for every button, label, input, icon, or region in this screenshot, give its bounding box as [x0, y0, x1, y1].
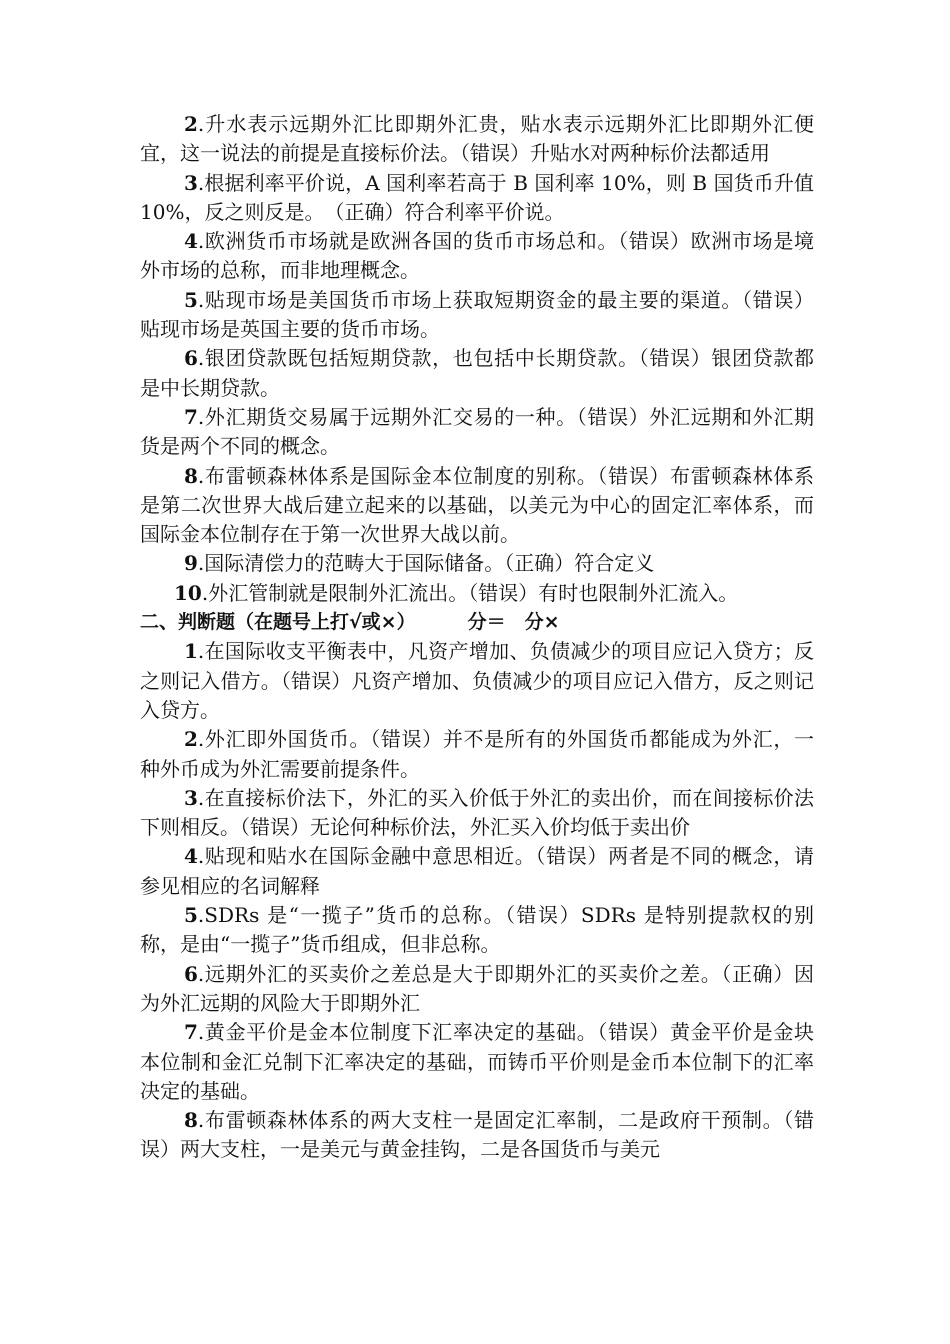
question-text: .银团贷款既包括短期贷款，也包括中长期贷款。（错误）银团贷款都是中长期贷款。 — [140, 346, 814, 400]
question-text: .布雷顿森林体系是国际金本位制度的别称。（错误）布雷顿森林体系是第二次世界大战后建立起来的以基础，以美元为中心的固定汇率体系，而国际金本位制存在于第一次世界大战以前。 — [140, 463, 814, 547]
question-text: .远期外汇的买卖价之差总是大于即期外汇的买卖价之差。（正确）因为外汇远期的风险大于即期外汇 — [140, 961, 814, 1015]
question-item — [140, 227, 814, 286]
document-page — [140, 110, 814, 1165]
question-number: 2 — [184, 727, 198, 752]
question-item — [140, 462, 814, 550]
question-item — [140, 344, 814, 403]
section-1-list — [140, 110, 814, 608]
question-number: 9 — [184, 551, 198, 576]
question-number: 3 — [184, 170, 198, 195]
question-item — [140, 725, 814, 784]
question-item — [140, 403, 814, 462]
question-number: 2 — [184, 112, 198, 136]
question-item — [140, 1106, 814, 1165]
question-item — [140, 110, 814, 169]
question-text: .国际清偿力的范畴大于国际储备。（正确）符合定义 — [197, 551, 655, 576]
question-text: .在国际收支平衡表中，凡资产增加、负债减少的项目应记入贷方；反之则记入借方。（错误）凡资产增加、负债减少的项目应记入借方，反之则记入贷方。 — [140, 639, 814, 722]
question-item — [140, 784, 814, 843]
question-number: 7 — [184, 1020, 198, 1045]
question-number: 6 — [184, 346, 198, 371]
question-number: 1 — [184, 639, 198, 664]
question-number: 5 — [184, 903, 198, 928]
section-2-list — [140, 637, 814, 1164]
question-item — [140, 1018, 814, 1106]
question-item — [140, 579, 814, 608]
section-heading-text: 二、判断题（在题号上打√或×） — [140, 611, 416, 634]
question-number: 8 — [184, 463, 198, 488]
section-score-text: 分＝ 分× — [467, 611, 560, 634]
question-text: .根据利率平价说，A 国利率若高于 B 国利率 10%，则 B 国货币升值 10%，反之则反是。 （正确）符合利率平价说。 — [140, 170, 814, 224]
question-item — [140, 549, 814, 578]
question-text: .外汇管制就是限制外汇流出。（错误）有时也限制外汇流入。 — [201, 580, 739, 605]
question-number: 4 — [184, 844, 198, 869]
question-text: .布雷顿森林体系的两大支柱一是固定汇率制，二是政府干预制。（错误）两大支柱，一是美元与黄金挂钩，二是各国货币与美元 — [140, 1108, 814, 1162]
question-item — [140, 842, 814, 901]
question-number: 3 — [184, 785, 198, 810]
question-text: .在直接标价法下，外汇的买入价低于外汇的卖出价，而在间接标价法下则相反。（错误）无论何种标价法，外汇买入价均低于卖出价 — [140, 785, 814, 840]
question-item — [140, 169, 814, 228]
question-item — [140, 286, 814, 345]
question-number: 6 — [184, 961, 198, 986]
question-text: .SDRs 是“一揽子”货币的总称。（错误）SDRs 是特别提款权的别称，是由“一揽子”货币组成，但非总称。 — [140, 903, 814, 957]
question-text: .黄金平价是金本位制度下汇率决定的基础。（错误）黄金平价是金块本位制和金汇兑制下汇率决定的基础，而铸币平价则是金币本位制下的汇率决定的基础。 — [140, 1020, 814, 1103]
question-text: .欧洲货币市场就是欧洲各国的货币市场总和。（错误）欧洲市场是境外市场的总称，而非地理概念。 — [140, 229, 814, 283]
question-item — [140, 637, 814, 725]
question-item — [140, 960, 814, 1019]
question-item — [140, 901, 814, 960]
question-number: 10 — [174, 580, 202, 605]
question-number: 4 — [184, 229, 198, 254]
section-heading — [140, 608, 814, 637]
question-text: .外汇即外国货币。（错误）并不是所有的外国货币都能成为外汇，一种外币成为外汇需要前提条件。 — [140, 727, 814, 781]
question-number: 5 — [184, 287, 198, 312]
question-text: .贴现市场是美国货币市场上获取短期资金的最主要的渠道。（错误）贴现市场是英国主要的货币市场。 — [140, 287, 814, 342]
question-number: 8 — [184, 1108, 198, 1133]
question-number: 7 — [184, 404, 198, 429]
question-text: .外汇期货交易属于远期外汇交易的一种。（错误）外汇远期和外汇期货是两个不同的概念。 — [140, 404, 814, 459]
question-text: .贴现和贴水在国际金融中意思相近。（错误）两者是不同的概念，请参见相应的名词解释 — [140, 844, 814, 898]
question-text: .升水表示远期外汇比即期外汇贵，贴水表示远期外汇比即期外汇便宜，这一说法的前提是直接标价法。（错误）升贴水对两种标价法都适用 — [140, 112, 814, 166]
